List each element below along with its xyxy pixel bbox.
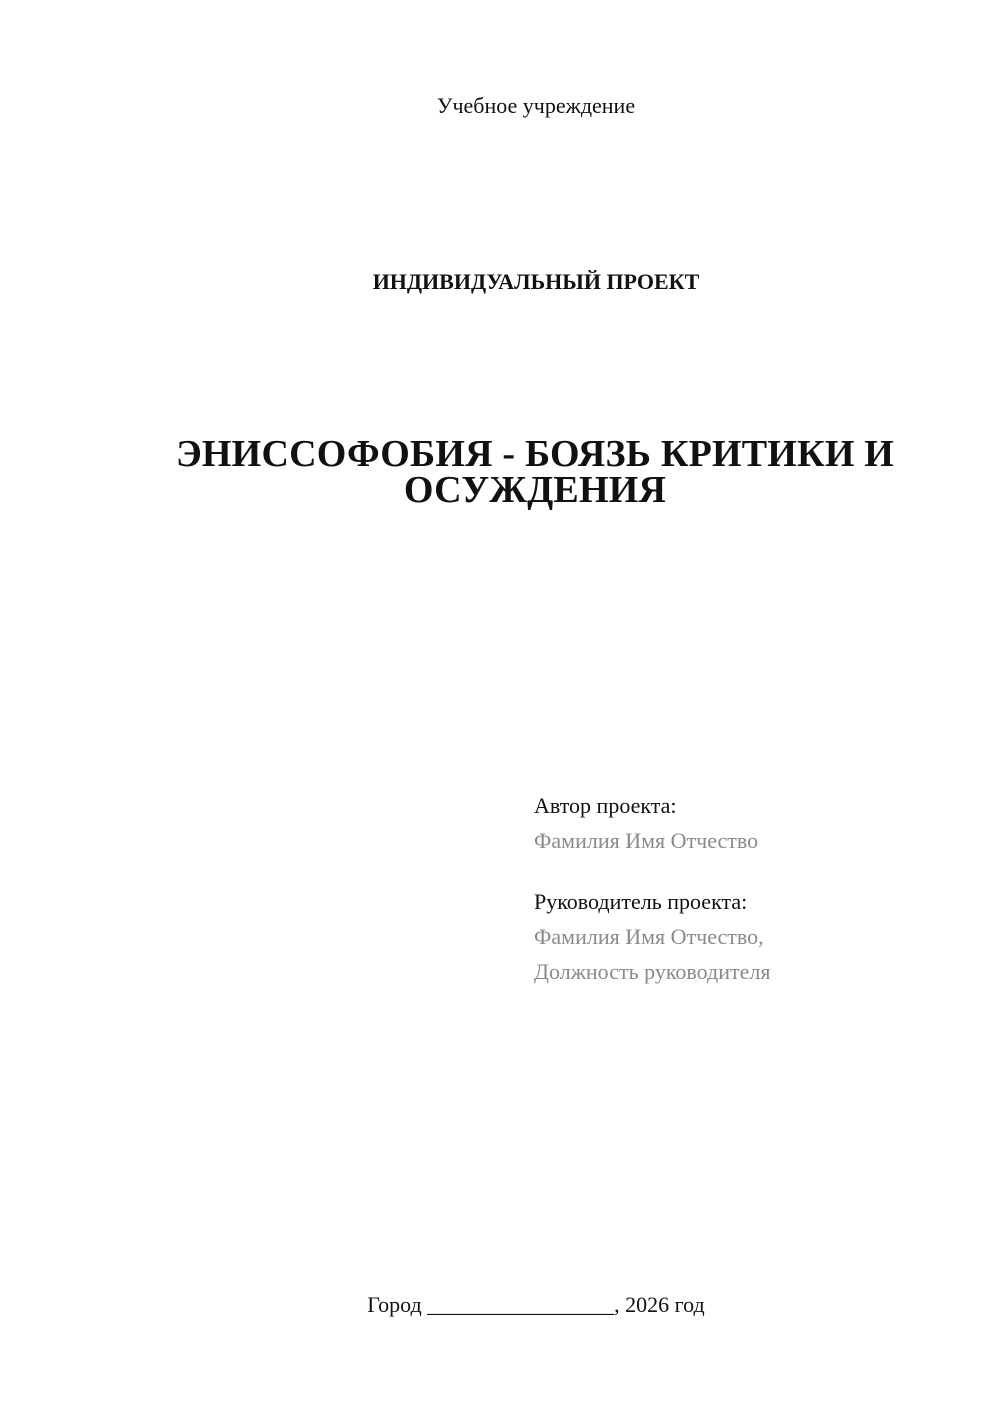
credits-block: [534, 788, 974, 989]
city-year-line: Город _________________, 2026 год: [367, 1292, 705, 1317]
supervisor-label: Руководитель проекта:: [534, 889, 748, 914]
author-name: Фамилия Имя Отчество: [534, 828, 759, 853]
institution-name: Учебное учреждение: [436, 93, 636, 118]
supervisor-name: Фамилия Имя Отчество,: [534, 924, 764, 949]
author-label: Автор проекта:: [534, 793, 677, 818]
project-title-line-2: ОСУЖДЕНИЯ: [403, 469, 667, 511]
credits-spacer: [534, 858, 974, 884]
project-title-line-1: ЭНИССОФОБИЯ - БОЯЗЬ КРИТИКИ И: [175, 433, 895, 475]
document-type: ИНДИВИДУАЛЬНЫЙ ПРОЕКТ: [372, 269, 700, 294]
project-title: [150, 433, 920, 511]
supervisor-position: Должность руководителя: [534, 959, 771, 984]
